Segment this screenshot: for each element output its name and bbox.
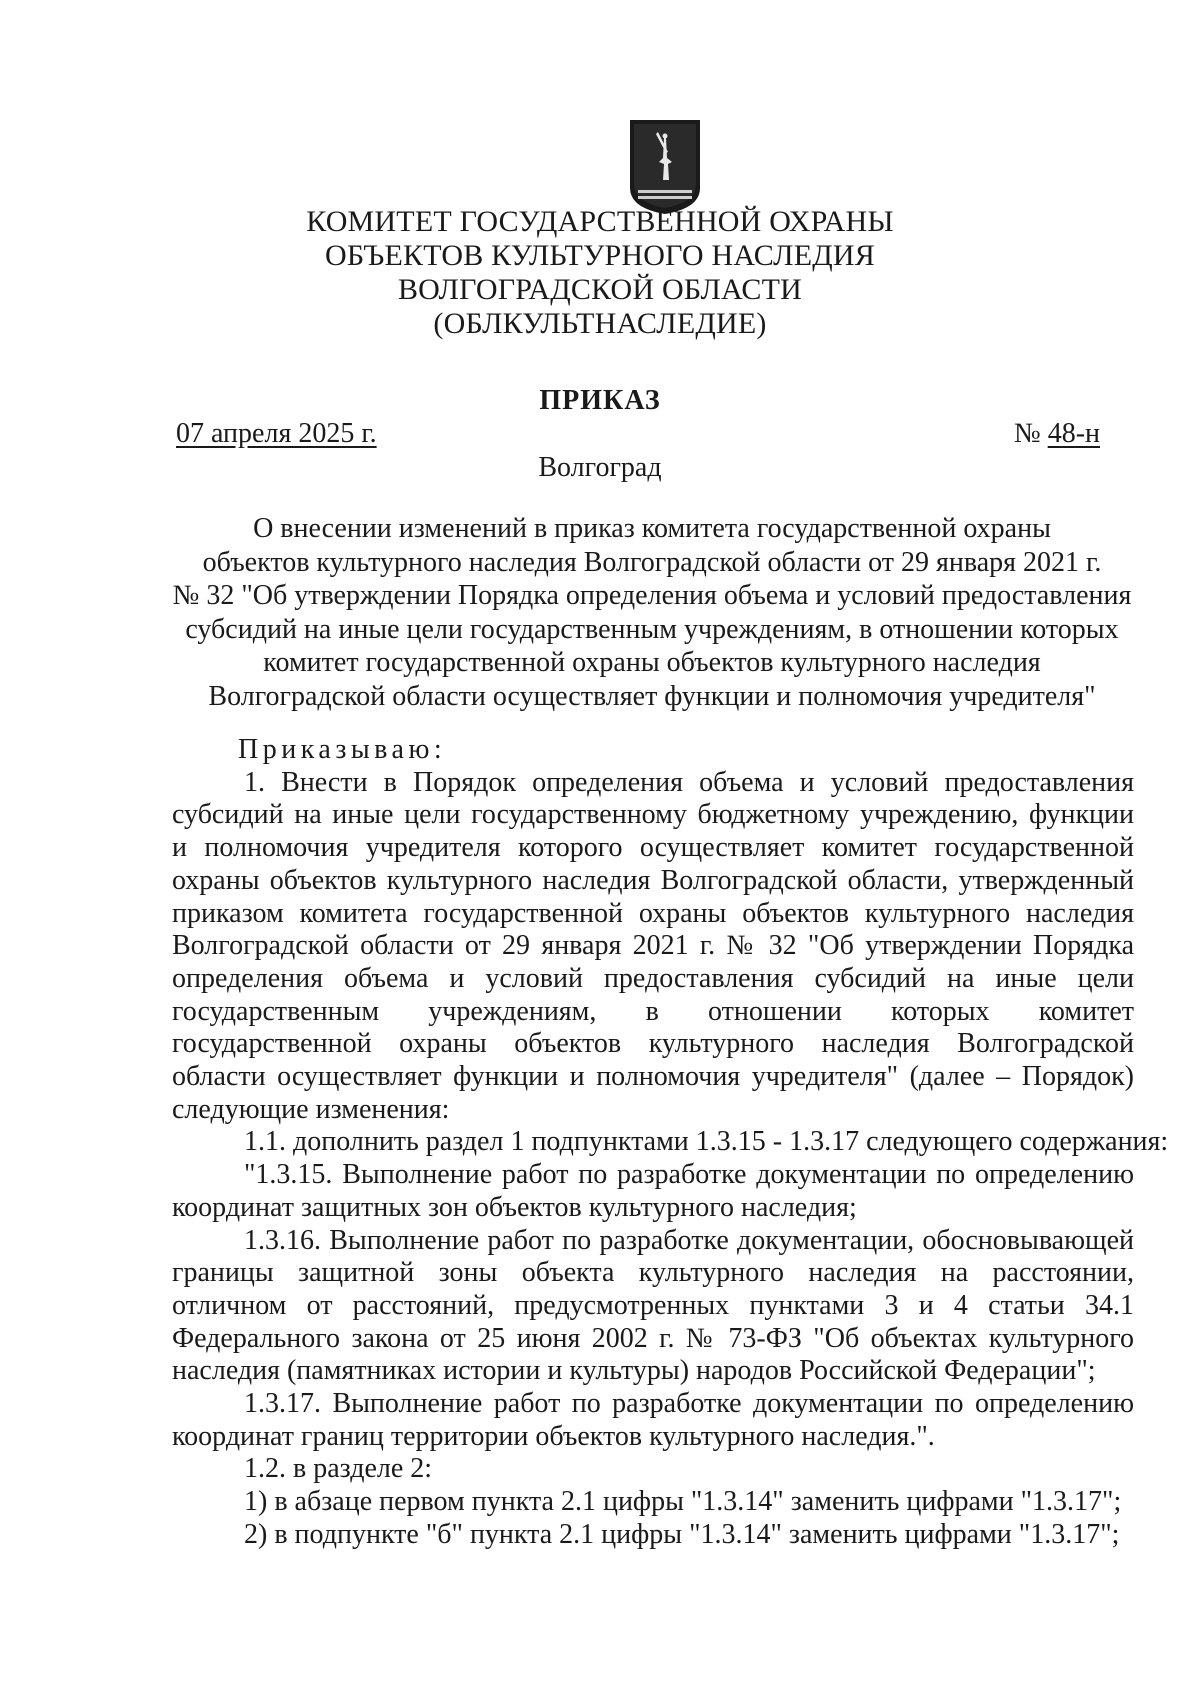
order-date: 07 апреля 2025 г.: [176, 418, 377, 449]
org-name-line-1: КОМИТЕТ ГОСУДАРСТВЕННОЙ ОХРАНЫ: [306, 205, 894, 238]
order-number-value: 48-н: [1047, 418, 1100, 449]
paragraph-line: 1.3.17. Выполнение работ по разработке документации по определению: [244, 1388, 1134, 1420]
paragraph-line: приказом комитета государственной охраны объектов культурного наследия: [172, 897, 1134, 929]
paragraph-line: следующие изменения:: [172, 1093, 450, 1125]
volgograd-coat-of-arms-icon: [628, 118, 702, 216]
subject-line: О внесении изменений в приказ комитета государственной охраны: [253, 513, 1051, 544]
paragraph-line: 1.2. в разделе 2:: [244, 1453, 433, 1485]
paragraph-line: отличном от расстояний, предусмотренных пунктами 3 и 4 статьи 34.1: [172, 1289, 1134, 1321]
subject-line: субсидий на иные цели государственным учреждениям, в отношении которых: [185, 613, 1119, 645]
paragraph-line: координат защитных зон объектов культурного наследия;: [172, 1191, 857, 1223]
paragraph-line: охраны объектов культурного наследия Волгоградской области, утвержденный: [172, 864, 1134, 896]
order-directive: Приказываю:: [238, 734, 447, 765]
paragraph-line: наследия (памятниках истории и культуры) народов Российской Федерации";: [172, 1355, 1096, 1387]
paragraph-line: 1. Внести в Порядок определения объема и условий предоставления: [244, 766, 1134, 798]
paragraph-line: определения объема и условий предоставления субсидий на иные цели: [172, 962, 1134, 994]
document-type-title: ПРИКАЗ: [539, 385, 661, 416]
paragraph-line: государственной охраны объектов культурного наследия Волгоградской: [172, 1028, 1134, 1060]
order-body: [172, 734, 1169, 1552]
order-number-prefix: №: [1013, 418, 1041, 449]
paragraph-line: Федерального закона от 25 июня 2002 г. № 73-ФЗ "Об объектах культурного: [172, 1322, 1134, 1354]
subject-line: объектов культурного наследия Волгоградской области от 29 января 2021 г.: [202, 546, 1102, 578]
subject-line: Волгоградской области осуществляет функции и полномочия учредителя": [208, 680, 1096, 712]
subject-line: № 32 "Об утверждении Порядка определения объема и условий предоставления: [172, 580, 1132, 611]
paragraph-line: 2) в подпункте "б" пункта 2.1 цифры "1.3.14" заменить цифрами "1.3.17";: [244, 1518, 1120, 1550]
paragraph-line: "1.3.15. Выполнение работ по разработке документации по определению: [244, 1159, 1134, 1191]
order-number: [1014, 418, 1100, 450]
paragraph-line: области осуществляет функции и полномочия учредителя" (далее – Порядок): [172, 1061, 1134, 1093]
org-name-line-3: ВОЛГОГРАДСКОЙ ОБЛАСТИ: [397, 273, 803, 306]
paragraph-line: координат границ территории объектов культурного наследия.".: [172, 1420, 935, 1452]
paragraph-line: границы защитной зоны объекта культурного наследия на расстоянии,: [172, 1257, 1134, 1289]
paragraph-line: государственным учреждениям, в отношении которых комитет: [172, 995, 1134, 1027]
paragraph-line: Волгоградской области от 29 января 2021 г. № 32 "Об утверждении Порядка: [172, 930, 1134, 962]
paragraph-line: и полномочия учредителя которого осуществляет комитет государственной: [172, 832, 1134, 864]
paragraph-line: 1) в абзаце первом пункта 2.1 цифры "1.3.14" заменить цифрами "1.3.17";: [244, 1486, 1122, 1518]
paragraph-line: субсидий на иные цели государственному бюджетному учреждению, функции: [172, 799, 1134, 831]
order-subject: [172, 512, 1132, 713]
org-name-line-2: ОБЪЕКТОВ КУЛЬТУРНОГО НАСЛЕДИЯ: [324, 239, 875, 272]
subject-line: комитет государственной охраны объектов культурного наследия: [263, 647, 1041, 678]
paragraph-line: 1.1. дополнить раздел 1 подпунктами 1.3.15 - 1.3.17 следующего содержания:: [244, 1126, 1169, 1158]
order-city: Волгоград: [538, 452, 662, 483]
paragraph-line: 1.3.16. Выполнение работ по разработке документации, обосновывающей: [244, 1224, 1134, 1256]
org-abbreviation: (ОБЛКУЛЬТНАСЛЕДИЕ): [433, 307, 767, 340]
